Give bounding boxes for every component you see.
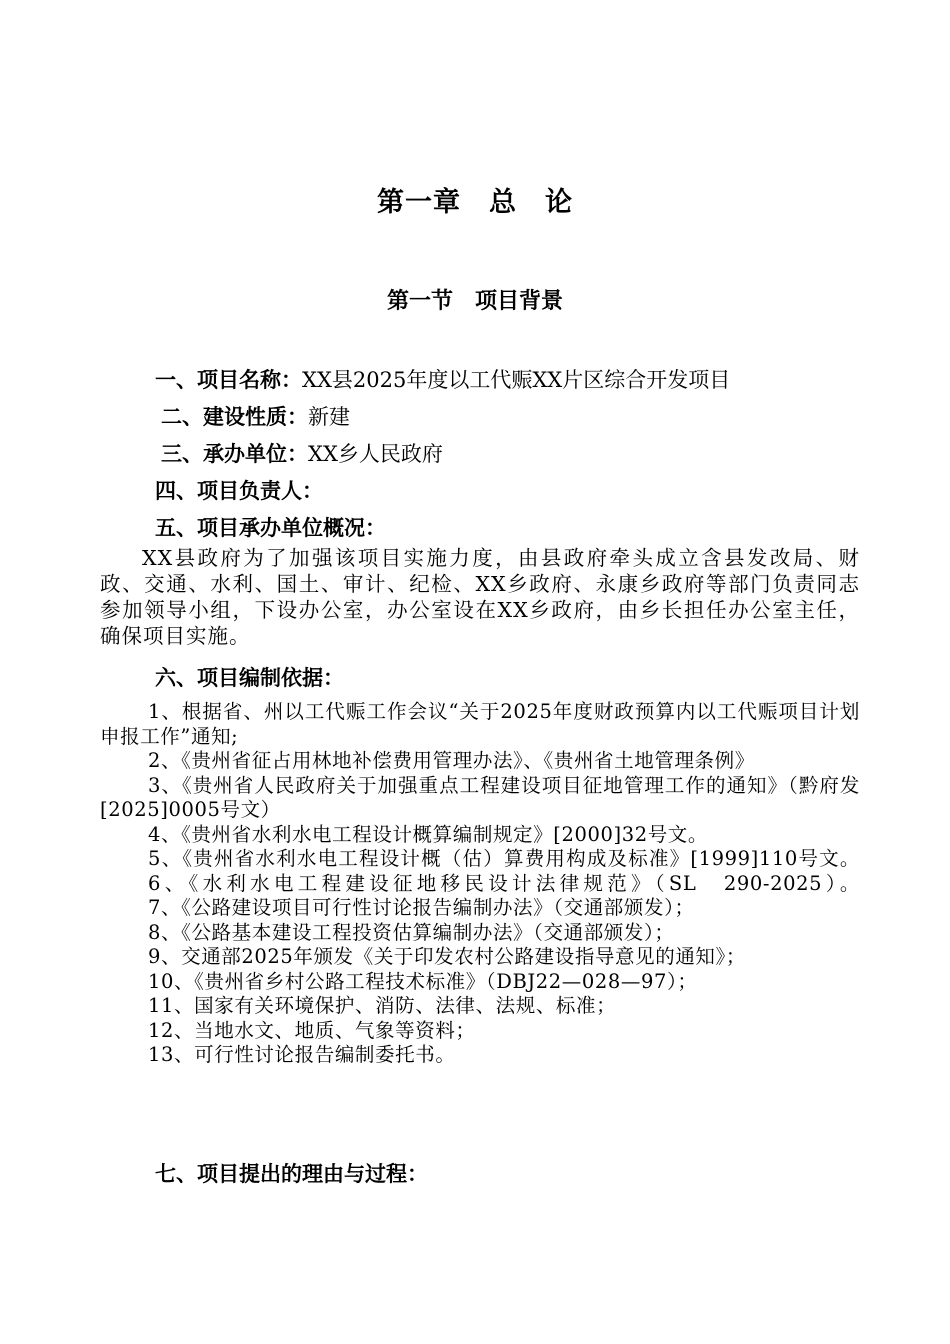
unit-overview-paragraph [100, 545, 860, 649]
project-name-label: 一、项目名称： [155, 368, 302, 392]
basis-item: 8、《公路基本建设工程投资估算编制办法》（交通部颁发）； [148, 920, 675, 944]
basis-item: 9、交通部2025年颁发《关于印发农村公路建设指导意见的通知》； [148, 945, 746, 968]
construction-nature-label: 二、建设性质： [161, 405, 308, 429]
undertaking-unit-value: XX乡人民政府 [308, 442, 443, 466]
unit-overview-item [155, 512, 386, 542]
basis-item: 12、当地水文、地质、气象等资料； [148, 1018, 476, 1042]
project-leader-label: 四、项目负责人： [155, 479, 323, 503]
basis-item: 13、可行性讨论报告编制委托书。 [148, 1043, 456, 1066]
unit-overview-label: 五、项目承办单位概况： [155, 516, 386, 540]
basis-item: 2、《贵州省征占用林地补偿费用管理办法》、《贵州省土地管理条例》 [148, 749, 755, 772]
reason-heading [155, 1158, 428, 1188]
basis-item: 1、根据省、州以工代赈工作会议“关于2025年度财政预算内以工代赈项目计划申报工作”通知; [100, 700, 860, 748]
basis-item: 5、《贵州省水利水电工程设计概（估）算费用构成及标准》[1999]110号文。 [148, 847, 860, 870]
project-name-item [155, 364, 730, 394]
basis-item: 7、《公路建设项目可行性讨论报告编制办法》（交通部颁发）； [148, 896, 695, 919]
basis-item: 11、国家有关环境保护、消防、法律、法规、标准； [148, 994, 617, 1017]
basis-heading [155, 662, 344, 692]
chapter-title: 第一章 总 论 [377, 187, 573, 218]
undertaking-unit-label: 三、承办单位： [161, 442, 308, 466]
overview-text: XX县政府为了加强该项目实施力度，由县政府牵头成立含县发改局、财政、交通、水利、国土、审计、纪检、XX乡政府、永康乡政府等部门负责同志参加领导小组，下设办公室，办公室设在XX乡政府，由乡长担任办公室主任，确保项目实施。 [100, 546, 860, 648]
basis-item: 10、《贵州省乡村公路工程技术标准》（DBJ22—028—97）； [148, 969, 698, 993]
basis-item: 6、《水利水电工程建设征地移民设计法律规范》（SL 290-2025）。 [148, 871, 860, 895]
section-title: 第一节 项目背景 [386, 289, 563, 314]
basis-item: 4、《贵州省水利水电工程设计概算编制规定》[2000]32号文。 [148, 822, 709, 846]
project-leader-item [155, 475, 323, 505]
basis-heading-text: 六、项目编制依据： [155, 666, 344, 690]
undertaking-unit-item [161, 438, 443, 468]
reason-heading-text: 七、项目提出的理由与过程： [155, 1162, 428, 1186]
construction-nature-value: 新建 [308, 405, 350, 429]
basis-item: 3、《贵州省人民政府关于加强重点工程建设项目征地管理工作的通知》（黔府发[2025]0005号文） [100, 773, 860, 821]
construction-nature-item [161, 401, 350, 431]
project-name-value: XX县2025年度以工代赈XX片区综合开发项目 [302, 368, 731, 392]
basis-list [100, 700, 860, 1068]
